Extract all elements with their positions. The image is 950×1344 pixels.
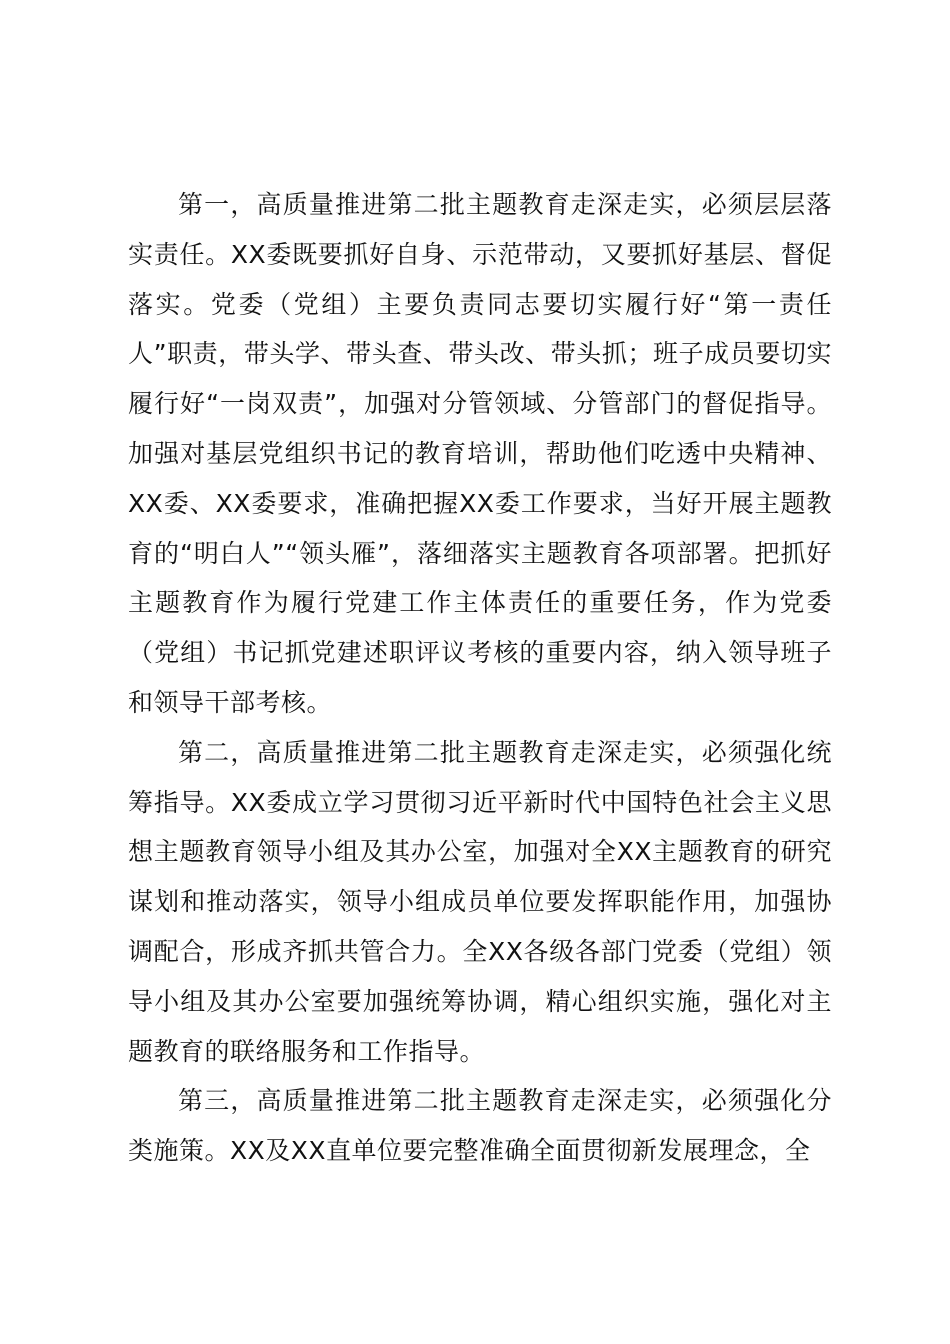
document-body [128, 180, 832, 1176]
paragraph-3: 第三，高质量推进第二批主题教育走深走实，必须强化分类施策。XX及XX直单位要完整准确全面贯彻新发展理念，全 [128, 1086, 832, 1166]
paragraph-2: 第二，高质量推进第二批主题教育走深走实，必须强化统筹指导。XX委成立学习贯彻习近平新时代中国特色社会主义思想主题教育领导小组及其办公室，加强对全XX主题教育的研究谋划和推动落实，领导小组成员单位要发挥职能作用，加强协调配合，形成齐抓共管合力。全XX各级各部门党委（党组）领导小组及其办公室要加强统筹协调，精心组织实施，强化对主题教育的联络服务和工作指导。 [128, 737, 832, 1066]
paragraph-1: 第一，高质量推进第二批主题教育走深走实，必须层层落实责任。XX委既要抓好自身、示范带动，又要抓好基层、督促落实。党委（党组）主要负责同志要切实履行好“第一责任人”职责，带头学、带头查、带头改、带头抓；班子成员要切实履行好“一岗双责”，加强对分管领域、分管部门的督促指导。加强对基层党组织书记的教育培训，帮助他们吃透中央精神、XX委、XX委要求，准确把握XX委工作要求，当好开展主题教育的“明白人”“领头雁”，落细落实主题教育各项部署。把抓好主题教育作为履行党建工作主体责任的重要任务，作为党委（党组）书记抓党建述职评议考核的重要内容，纳入领导班子和领导干部考核。 [128, 190, 832, 717]
